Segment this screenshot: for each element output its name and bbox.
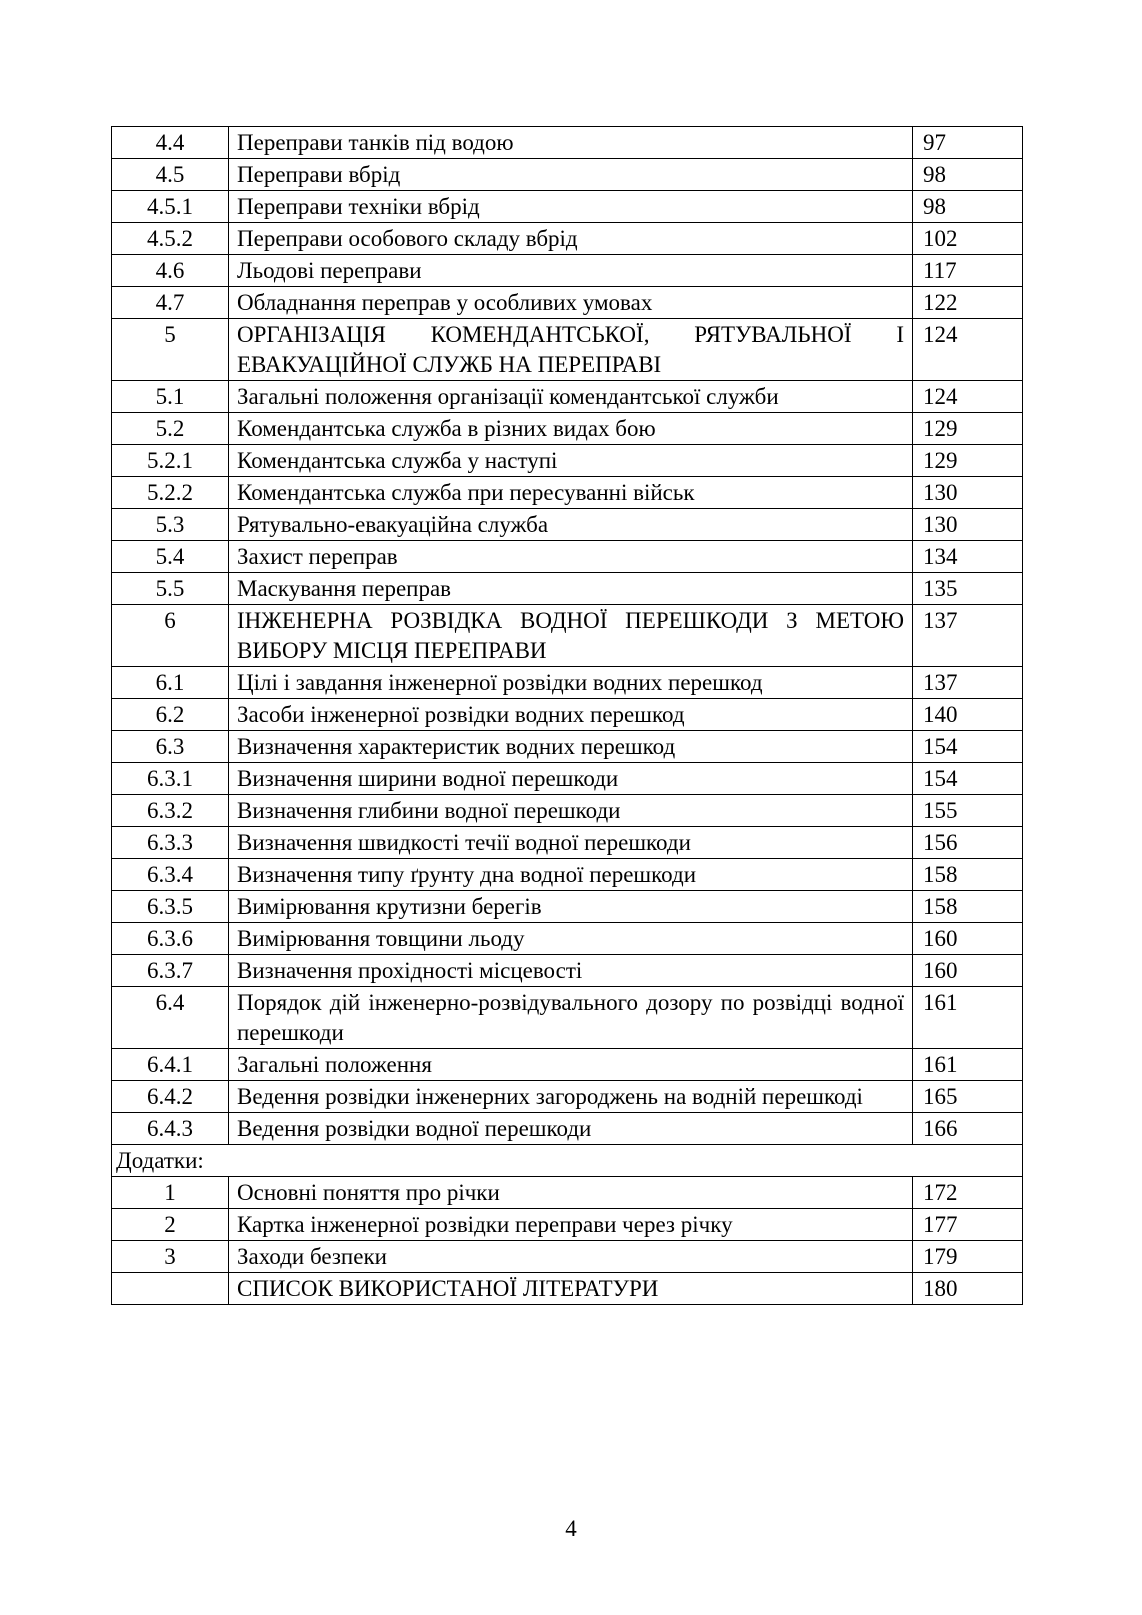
toc-body (112, 127, 1023, 1305)
section-number-cell: 5.3 (112, 509, 229, 541)
table-row (112, 795, 1023, 827)
page-number-cell: 135 (913, 573, 1023, 605)
section-title-cell: Переправи особового складу вбрід (229, 223, 913, 255)
section-number-cell: 6.3.4 (112, 859, 229, 891)
table-row (112, 509, 1023, 541)
table-row (112, 605, 1023, 667)
section-number-cell: 5.2.2 (112, 477, 229, 509)
table-row (112, 827, 1023, 859)
section-title-cell: Маскування переправ (229, 573, 913, 605)
section-number-cell: 1 (112, 1177, 229, 1209)
section-title-cell: Цілі і завдання інженерної розвідки водних перешкод (229, 667, 913, 699)
page-number-cell: 98 (913, 159, 1023, 191)
page-number-cell: 98 (913, 191, 1023, 223)
section-number-cell: 6.4 (112, 987, 229, 1049)
page-number-cell: 155 (913, 795, 1023, 827)
page-number-cell: 158 (913, 891, 1023, 923)
page-number-cell: 180 (913, 1273, 1023, 1305)
page-number-cell: 137 (913, 605, 1023, 667)
table-row (112, 1081, 1023, 1113)
section-number-cell (112, 1273, 229, 1305)
table-row (112, 445, 1023, 477)
table-row (112, 319, 1023, 381)
section-number-cell: 5.2.1 (112, 445, 229, 477)
section-number-cell: 6.4.3 (112, 1113, 229, 1145)
section-number-cell: 4.4 (112, 127, 229, 159)
page-number-cell: 102 (913, 223, 1023, 255)
section-number-cell: 5 (112, 319, 229, 381)
page-number: 4 (565, 1516, 577, 1541)
section-number-cell: 6.3.3 (112, 827, 229, 859)
section-number-cell: 6 (112, 605, 229, 667)
table-row (112, 763, 1023, 795)
table-row (112, 731, 1023, 763)
page-number-cell: 134 (913, 541, 1023, 573)
section-number-cell: 4.5.2 (112, 223, 229, 255)
section-number-cell: 4.5 (112, 159, 229, 191)
table-row (112, 541, 1023, 573)
table-row (112, 699, 1023, 731)
table-row (112, 223, 1023, 255)
page-number-cell: 161 (913, 987, 1023, 1049)
section-number-cell: 3 (112, 1241, 229, 1273)
page-number-cell: 160 (913, 955, 1023, 987)
section-number-cell: 4.6 (112, 255, 229, 287)
page-number-cell: 158 (913, 859, 1023, 891)
section-title-cell: Ведення розвідки водної перешкоди (229, 1113, 913, 1145)
section-title-cell: Ведення розвідки інженерних загороджень на водній перешкоді (229, 1081, 913, 1113)
table-row (112, 859, 1023, 891)
page-number-cell: 140 (913, 699, 1023, 731)
section-number-cell: 6.4.2 (112, 1081, 229, 1113)
section-title-cell: Загальні положення організації комендантської служби (229, 381, 913, 413)
page-number-cell: 130 (913, 509, 1023, 541)
section-title-cell: Льодові переправи (229, 255, 913, 287)
section-title-cell: Визначення глибини водної перешкоди (229, 795, 913, 827)
section-title-cell: СПИСОК ВИКОРИСТАНОЇ ЛІТЕРАТУРИ (229, 1273, 913, 1305)
page-number-cell: 124 (913, 381, 1023, 413)
section-title-cell: Переправи техніки вбрід (229, 191, 913, 223)
section-title-cell: Загальні положення (229, 1049, 913, 1081)
page-number-cell: 137 (913, 667, 1023, 699)
section-title-cell: Переправи вбрід (229, 159, 913, 191)
page-number-cell: 166 (913, 1113, 1023, 1145)
section-number-cell: 4.5.1 (112, 191, 229, 223)
table-row (112, 1209, 1023, 1241)
page-number-cell: 124 (913, 319, 1023, 381)
section-title-cell: Картка інженерної розвідки переправи через річку (229, 1209, 913, 1241)
table-row (112, 573, 1023, 605)
section-number-cell: 6.2 (112, 699, 229, 731)
table-row (112, 413, 1023, 445)
table-row (112, 667, 1023, 699)
section-title-cell: Комендантська служба в різних видах бою (229, 413, 913, 445)
section-title-cell: ІНЖЕНЕРНА РОЗВІДКА ВОДНОЇ ПЕРЕШКОДИ З МЕТОЮ ВИБОРУ МІСЦЯ ПЕРЕПРАВИ (229, 605, 913, 667)
section-title-cell: Вимірювання крутизни берегів (229, 891, 913, 923)
table-row (112, 891, 1023, 923)
section-number-cell: 2 (112, 1209, 229, 1241)
page-number-cell: 165 (913, 1081, 1023, 1113)
section-title-cell: Обладнання переправ у особливих умовах (229, 287, 913, 319)
section-title-cell: Визначення характеристик водних перешкод (229, 731, 913, 763)
section-number-cell: 6.3.7 (112, 955, 229, 987)
appendix-heading-row (112, 1145, 1023, 1177)
page-number-cell: 172 (913, 1177, 1023, 1209)
section-number-cell: 5.4 (112, 541, 229, 573)
section-title-cell: Визначення ширини водної перешкоди (229, 763, 913, 795)
section-title-cell: Визначення типу ґрунту дна водної перешкоди (229, 859, 913, 891)
section-number-cell: 6.3.5 (112, 891, 229, 923)
page-number-cell: 161 (913, 1049, 1023, 1081)
table-row (112, 1113, 1023, 1145)
page-number-cell: 154 (913, 763, 1023, 795)
table-of-contents (111, 126, 1023, 1305)
table-row (112, 381, 1023, 413)
page-number-cell: 156 (913, 827, 1023, 859)
table-row (112, 1049, 1023, 1081)
table-row (112, 1241, 1023, 1273)
section-number-cell: 6.3.1 (112, 763, 229, 795)
page-number-cell: 129 (913, 445, 1023, 477)
section-title-cell: Переправи танків під водою (229, 127, 913, 159)
appendix-heading: Додатки: (112, 1145, 1023, 1177)
section-number-cell: 6.3.2 (112, 795, 229, 827)
page-number-cell: 129 (913, 413, 1023, 445)
table-row (112, 255, 1023, 287)
page-number-cell: 160 (913, 923, 1023, 955)
section-title-cell: Комендантська служба у наступі (229, 445, 913, 477)
table-row (112, 191, 1023, 223)
table-row (112, 1273, 1023, 1305)
table-row (112, 955, 1023, 987)
section-number-cell: 6.3.6 (112, 923, 229, 955)
table-row (112, 159, 1023, 191)
section-title-cell: Комендантська служба при пересуванні військ (229, 477, 913, 509)
table-row (112, 1177, 1023, 1209)
table-row (112, 477, 1023, 509)
section-title-cell: Вимірювання товщини льоду (229, 923, 913, 955)
section-title-cell: Основні поняття про річки (229, 1177, 913, 1209)
section-title-cell: Порядок дій інженерно-розвідувального дозору по розвідці водної перешкоди (229, 987, 913, 1049)
page-number-cell: 122 (913, 287, 1023, 319)
page-number-cell: 154 (913, 731, 1023, 763)
section-number-cell: 5.2 (112, 413, 229, 445)
section-title-cell: Засоби інженерної розвідки водних перешкод (229, 699, 913, 731)
section-number-cell: 5.5 (112, 573, 229, 605)
section-number-cell: 5.1 (112, 381, 229, 413)
table-row (112, 127, 1023, 159)
table-row (112, 287, 1023, 319)
page-number-cell: 179 (913, 1241, 1023, 1273)
page-number-cell: 177 (913, 1209, 1023, 1241)
section-title-cell: Визначення швидкості течії водної перешкоди (229, 827, 913, 859)
section-number-cell: 6.4.1 (112, 1049, 229, 1081)
section-number-cell: 6.1 (112, 667, 229, 699)
page-number-cell: 97 (913, 127, 1023, 159)
section-title-cell: Заходи безпеки (229, 1241, 913, 1273)
section-title-cell: Рятувально-евакуаційна служба (229, 509, 913, 541)
section-title-cell: Захист переправ (229, 541, 913, 573)
table-row (112, 923, 1023, 955)
section-number-cell: 6.3 (112, 731, 229, 763)
page-number-cell: 130 (913, 477, 1023, 509)
section-title-cell: Визначення прохідності місцевості (229, 955, 913, 987)
page-number-cell: 117 (913, 255, 1023, 287)
section-number-cell: 4.7 (112, 287, 229, 319)
table-row (112, 987, 1023, 1049)
section-title-cell: ОРГАНІЗАЦІЯ КОМЕНДАНТСЬКОЇ, РЯТУВАЛЬНОЇ І ЕВАКУАЦІЙНОЇ СЛУЖБ НА ПЕРЕПРАВІ (229, 319, 913, 381)
